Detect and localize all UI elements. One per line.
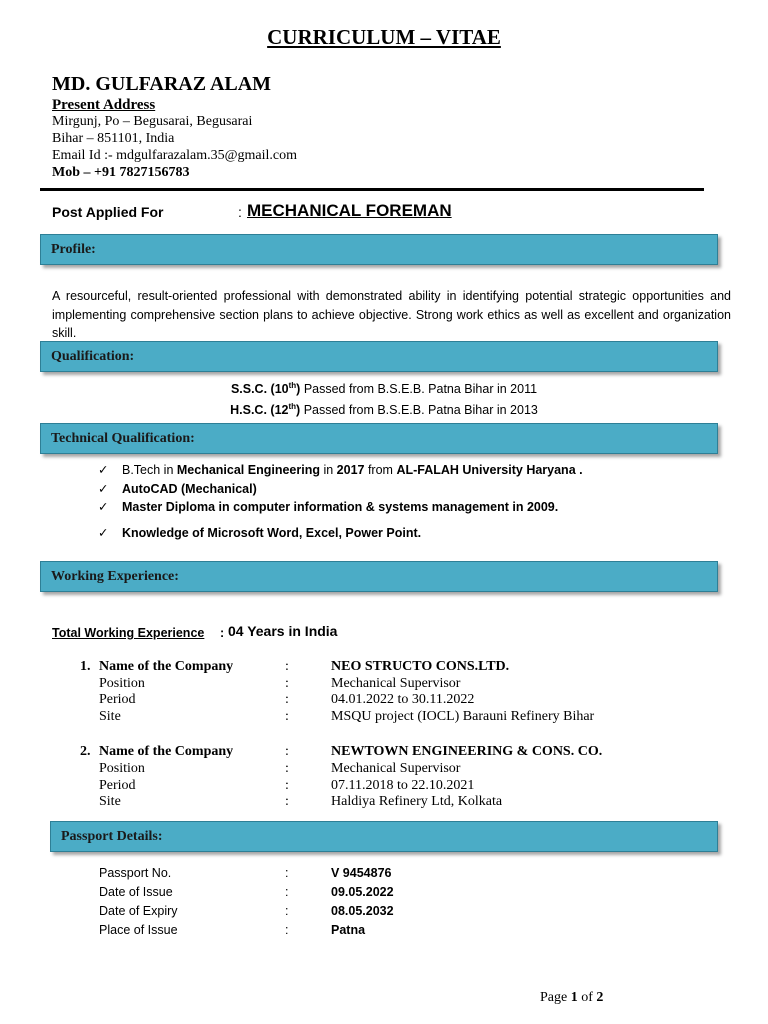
footer-page-word: Page (540, 990, 571, 1005)
checkmark-icon: ✓ (98, 463, 109, 477)
checkmark-icon: ✓ (98, 500, 109, 514)
footer-of-word: of (577, 990, 597, 1005)
footer-page-number: 1 (570, 990, 578, 1005)
passport-expiry-label: Date of Expiry (99, 904, 178, 918)
address-line-1: Mirgunj, Po – Begusarai, Begusarai (52, 114, 253, 129)
ssc-rest: Passed from B.S.E.B. Patna Bihar in 2011 (300, 382, 538, 397)
profile-heading: Profile: (51, 242, 96, 257)
passport-place-value: Patna (331, 923, 366, 937)
passport-issue-value: 09.05.2022 (331, 885, 394, 899)
address-line-2: Bihar – 851101, India (52, 131, 175, 146)
company-2-colon: : (285, 794, 289, 809)
post-applied-value: MECHANICAL FOREMAN (247, 201, 452, 220)
checkmark-icon: ✓ (98, 482, 109, 496)
company-2-position-label: Position (99, 761, 145, 776)
company-1-colon: : (285, 676, 289, 691)
company-1-colon: : (285, 709, 289, 724)
profile-text: A resourceful, result-oriented professional with demonstrated ability in identifying potential strategic opportunities and implementing comprehensive section plans to achieve objective. Strong work ethics as well as excellent and organization skill. (52, 289, 731, 340)
tech-btech-b: Mechanical Engineering (176, 463, 320, 477)
hsc-close: ) (296, 403, 301, 418)
passport-issue-label: Date of Issue (99, 885, 173, 899)
passport-heading: Passport Details: (61, 829, 163, 844)
company-1-colon: : (285, 659, 289, 674)
tech-autocad-text: AutoCAD (Mechanical) (122, 482, 257, 496)
tech-btech-c: in (319, 463, 337, 477)
candidate-name: MD. GULFARAZ ALAM (52, 73, 272, 95)
total-experience-colon: : (220, 626, 225, 640)
technical-section-bar (40, 423, 718, 454)
company-2-site-label: Site (99, 794, 121, 809)
header-divider (40, 188, 704, 191)
technical-heading: Technical Qualification: (51, 431, 195, 446)
post-applied-label: Post Applied For (52, 204, 164, 220)
footer-page-total: 2 (596, 990, 604, 1005)
hsc-sup: th (288, 402, 297, 411)
company-1-name: NEO STRUCTO CONS.LTD. (331, 659, 510, 674)
total-experience-value: 04 Years in India (228, 623, 338, 639)
company-2-number: 2. (80, 744, 91, 759)
company-2-name-label: Name of the Company (99, 744, 234, 759)
qualification-heading: Qualification: (51, 349, 135, 364)
ssc-close: ) (296, 382, 301, 397)
company-1-period-label: Period (99, 692, 136, 707)
profile-section-bar (40, 234, 718, 265)
ssc-prefix: S.S.C. (10 (230, 382, 289, 397)
company-1-site-label: Site (99, 709, 121, 724)
hsc-prefix: H.S.C. (12 (230, 403, 289, 418)
tech-item-btech (98, 462, 583, 477)
post-applied-colon: : (238, 204, 242, 220)
company-1-site: MSQU project (IOCL) Barauni Refinery Bihar (331, 709, 595, 724)
company-1-period: 04.01.2022 to 30.11.2022 (331, 692, 475, 707)
checkmark-icon: ✓ (98, 526, 109, 540)
company-1-position: Mechanical Supervisor (331, 676, 461, 691)
email-line: Email Id :- mdgulfarazalam.35@gmail.com (52, 148, 297, 163)
document-title: CURRICULUM – VITAE (267, 25, 501, 49)
company-1-position-label: Position (99, 676, 145, 691)
passport-colon: : (285, 866, 289, 880)
tech-item-autocad (98, 481, 257, 496)
passport-colon: : (285, 904, 289, 918)
company-2-colon: : (285, 744, 289, 759)
company-2-colon: : (285, 778, 289, 793)
qualification-section-bar (40, 341, 718, 372)
company-1-colon: : (285, 692, 289, 707)
tech-diploma-text: Master Diploma in computer information & systems management in 2009. (122, 500, 559, 514)
tech-btech-a: B.Tech in (122, 463, 177, 477)
passport-expiry-value: 08.05.2032 (331, 904, 394, 918)
qualification-hsc (0, 402, 768, 417)
tech-btech-d: 2017 (336, 463, 365, 477)
passport-colon: : (285, 885, 289, 899)
tech-item-diploma (98, 499, 558, 514)
page-footer (540, 990, 603, 1006)
company-2-period-label: Period (99, 778, 136, 793)
company-2-name: NEWTOWN ENGINEERING & CONS. CO. (331, 744, 603, 759)
experience-heading: Working Experience: (51, 569, 179, 584)
address-heading: Present Address (52, 97, 156, 113)
hsc-rest: Passed from B.S.E.B. Patna Bihar in 2013 (300, 403, 538, 418)
company-1-number: 1. (80, 659, 91, 674)
company-2-period: 07.11.2018 to 22.10.2021 (331, 778, 475, 793)
tech-item-msoffice (98, 525, 421, 540)
company-2-colon: : (285, 761, 289, 776)
tech-msoffice-text: Knowledge of Microsoft Word, Excel, Power Point. (122, 526, 422, 540)
passport-number-value: V 9454876 (331, 866, 392, 880)
ssc-sup: th (288, 381, 297, 390)
tech-btech-f: AL-FALAH University Haryana . (396, 463, 583, 477)
mobile-line: Mob – +91 7827156783 (52, 165, 190, 180)
passport-colon: : (285, 923, 289, 937)
tech-btech-e: from (364, 463, 397, 477)
company-1-name-label: Name of the Company (99, 659, 234, 674)
passport-number-label: Passport No. (99, 866, 172, 880)
qualification-ssc (0, 381, 768, 396)
experience-section-bar (40, 561, 718, 592)
total-experience-label: Total Working Experience (52, 626, 205, 640)
company-2-site: Haldiya Refinery Ltd, Kolkata (331, 794, 503, 809)
passport-place-label: Place of Issue (99, 923, 178, 937)
passport-section-bar (50, 821, 718, 852)
company-2-position: Mechanical Supervisor (331, 761, 461, 776)
